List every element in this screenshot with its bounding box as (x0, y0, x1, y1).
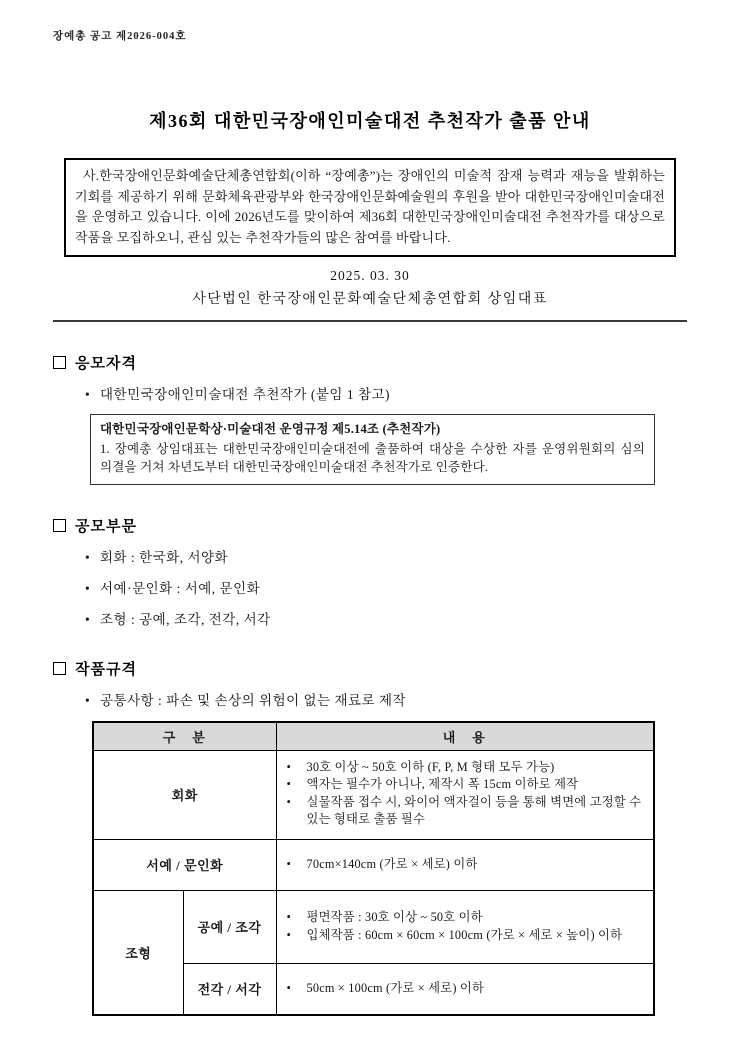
content-item: • 50cm × 100cm (가로 × 세로) 이하 (287, 980, 646, 998)
category-cell: 조형 (93, 890, 183, 1015)
specs-heading (53, 658, 687, 679)
intro-text: 사.한국장애인문화예술단체총연합회(이하 “장예총”)는 장애인의 미술적 잠재 능력과 재능을 발휘하는 기회를 제공하기 위해 문화체육관광부와 한국장애인문화예술원의 후원을 받아 대한민국장애인미술대전을 운영하고 있습니다. 이에 2026년도를 맞이하여 제36회 대한민국장애인미술대전 추천작가를 대상으로 작품을 모집하오니, 관심 있는 추천작가들의 많은 참여를 바랍니다. (75, 168, 665, 245)
subcategory-cell: 공예 / 조각 (183, 890, 276, 963)
section-eligibility (53, 352, 687, 485)
category-cell: 회화 (93, 750, 276, 839)
bullet-item: • 회화 : 한국화, 서양화 (85, 546, 687, 566)
square-checkbox-icon (53, 662, 66, 675)
rule-box-title: 대한민국장애인문학상·미술대전 운영규정 제5.14조 (추천작가) (100, 422, 441, 436)
categories-heading-label: 공모부문 (75, 518, 137, 535)
content-list (287, 759, 646, 829)
bullet-item: • 조형 : 공예, 조각, 전각, 서각 (85, 608, 687, 628)
specs-heading-label: 작품규격 (75, 661, 137, 678)
content-list (287, 909, 646, 944)
content-item: • 70cm×140cm (가로 × 세로) 이하 (287, 856, 646, 874)
divider-line (53, 320, 687, 322)
content-cell (276, 839, 654, 890)
table-row (93, 750, 654, 839)
rule-box-body: 1. 장예총 상임대표는 대한민국장애인미술대전에 출품하여 대상을 수상한 자를 운영위원회의 심의 의결을 거쳐 차년도부터 대한민국장애인미술대전 추천작가로 인증한다. (100, 441, 645, 474)
content-cell (276, 750, 654, 839)
signatory: 사단법인 한국장애인문화예술단체총연합회 상임대표 (192, 292, 548, 307)
table-row (93, 890, 654, 963)
content-list (287, 856, 646, 874)
bullet-item: • 대한민국장애인미술대전 추천작가 (붙임 1 참고) (85, 383, 687, 403)
content-cell (276, 963, 654, 1015)
announcement-date: 2025. 03. 30 (330, 268, 410, 283)
spec-table (92, 721, 655, 1016)
content-cell (276, 890, 654, 963)
eligibility-bullet-list (85, 383, 687, 403)
doc-number: 장예총 공고 제2026-004호 (53, 31, 187, 42)
section-categories (53, 515, 687, 628)
content-item: • 입체작품 : 60cm × 60cm × 100cm (가로 × 세로 × 높이) 이하 (287, 927, 646, 945)
specs-bullet-list (85, 689, 687, 709)
content-list (287, 980, 646, 998)
eligibility-heading-label: 응모자격 (75, 356, 137, 372)
content-item: • 액자는 필수가 아니나, 제작시 폭 15cm 이하로 제작 (287, 776, 646, 794)
category-cell: 서예 / 문인화 (93, 839, 276, 890)
table-row (93, 839, 654, 890)
page-title: 제36회 대한민국장애인미술대전 추천작가 출품 안내 (149, 111, 591, 131)
section-specs (53, 658, 687, 1016)
content-item: • 실물작품 접수 시, 와이어 액자걸이 등을 통해 벽면에 고정할 수 있는 형태로 출품 필수 (287, 794, 646, 829)
categories-heading (53, 515, 687, 536)
content-item: • 평면작품 : 30호 이상 ~ 50호 이하 (287, 909, 646, 927)
categories-bullet-list (85, 546, 687, 628)
rule-box (90, 414, 655, 485)
eligibility-heading (53, 352, 687, 373)
subcategory-cell: 전각 / 서각 (183, 963, 276, 1015)
bullet-item: • 공통사항 : 파손 및 손상의 위험이 없는 재료로 제작 (85, 689, 687, 709)
bullet-item: • 서예·문인화 : 서예, 문인화 (85, 577, 687, 597)
column-header-content: 내 용 (276, 722, 654, 751)
content-item: • 30호 이상 ~ 50호 이하 (F, P, M 형태 모두 가능) (287, 759, 646, 777)
table-header-row (93, 722, 654, 751)
column-header-category: 구 분 (93, 722, 276, 751)
square-checkbox-icon (53, 519, 66, 532)
square-checkbox-icon (53, 356, 66, 369)
intro-box (64, 158, 676, 257)
